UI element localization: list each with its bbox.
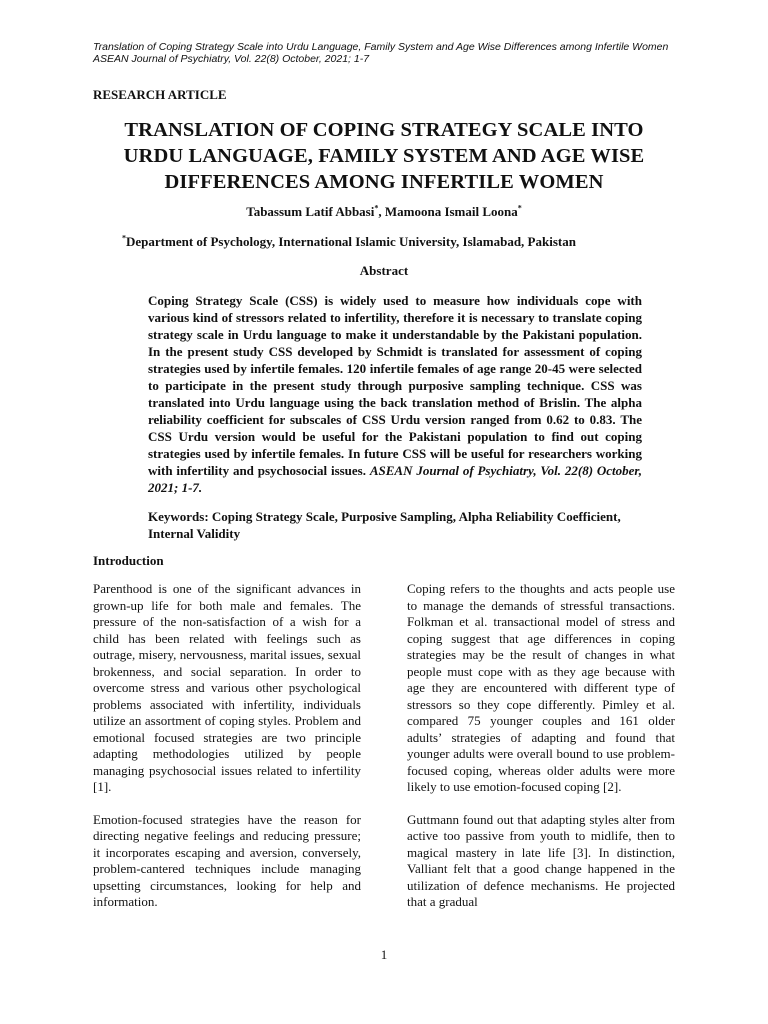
abstract-citation: ASEAN Journal of Psychiatry, Vol. 22(8) October, 2021; 1-7. xyxy=(148,463,643,495)
author-separator: , xyxy=(378,204,385,219)
text-column-right xyxy=(407,581,675,927)
article-type: RESEARCH ARTICLE xyxy=(93,87,227,102)
abstract-text: Coping Strategy Scale (CSS) is widely used to measure how individuals cope with various kind of stressors related to infertility, therefore it is necessary to translate coping strategy scale in Urdu language to make it understandable by the Pakistani population. In the present study CSS developed by Schmidt is translated for assessment of coping strategies used by infertile females. 120 infertile females of age range 20-45 were selected to participate in the present study through purposive sampling technique. CSS was translated into Urdu language using the back translation method of Brislin. The alpha reliability coefficient for subscales of CSS Urdu version ranged from 0.62 to 0.83. The CSS Urdu version would be useful for the Pakistani population to find out coping strategies used by infertile females. In future CSS will be useful for researchers working with infertility and psychosocial issues. xyxy=(148,293,642,478)
author-name: Mamoona Ismail Loona xyxy=(384,204,518,219)
paper-title: TRANSLATION OF COPING STRATEGY SCALE INTO URDU LANGUAGE, FAMILY SYSTEM AND AGE WISE DIFFERENCES AMONG INFERTILE WOMEN xyxy=(123,119,645,193)
paragraph: Guttmann found out that adapting styles alter from active too passive from youth to midlife, then to magical mastery in late life [3]. In distinction, Valliant felt that a good change happened in the utilization of defence mechanisms. He projected that a gradual xyxy=(407,811,675,909)
text-column-left xyxy=(93,581,361,927)
running-head-journal: ASEAN Journal of Psychiatry, Vol. 22(8) October, 2021; 1-7 xyxy=(93,53,370,65)
abstract-heading: Abstract xyxy=(359,263,409,278)
author-affiliation-mark: * xyxy=(374,203,379,213)
running-head xyxy=(93,41,693,65)
affiliation-text: Department of Psychology, International Islamic University, Islamabad, Pakistan xyxy=(126,234,576,249)
affiliation xyxy=(122,234,576,250)
author-list xyxy=(93,204,675,220)
section-heading-introduction: Introduction xyxy=(93,553,164,568)
author-affiliation-mark: * xyxy=(517,203,522,213)
page-number: 1 xyxy=(380,947,388,962)
paragraph: Parenthood is one of the significant advances in grown-up life for both male and females. The pressure of the non-satisfaction of a wish for a child has been related with feelings such as outrage, misery, nervousness, marital issues, sexual brokenness, and social separation. In order to overcome stress and various other psychological problems associated with infertility, individuals utilize an assortment of coping styles. Problem and emotional focused strategies are two principle adapting methodologies utilized by people managing psychosocial issues related to infertility [1]. xyxy=(93,581,361,794)
paragraph: Emotion-focused strategies have the reason for directing negative feelings and reducing pressure; it incorporates escaping and aversion, conversely, problem-cantered techniques include managing upsetting circumstances, looking for help and information. xyxy=(93,811,361,909)
running-head-title: Translation of Coping Strategy Scale into Urdu Language, Family System and Age Wise Differences among Infertile Women xyxy=(93,41,669,53)
abstract-body xyxy=(148,292,642,496)
paragraph: Coping refers to the thoughts and acts people use to manage the demands of stressful transactions. Folkman et al. transactional model of stress and coping suggest that age differences in coping strategies may be the result of changes in what people must cope with as they age because with age they are encountered with different type of stressors so they cope differently. Pimley et al. compared 75 younger couples and 161 older adults’ strategies of adapting and found that younger adults were overall bound to use problem-focused coping, whereas older adults were more likely to use emotion-focused coping [2]. xyxy=(407,581,675,794)
affiliation-mark: * xyxy=(122,233,126,243)
author-name: Tabassum Latif Abbasi xyxy=(246,204,375,219)
keywords: Keywords: Coping Strategy Scale, Purposive Sampling, Alpha Reliability Coefficient, Internal Validity xyxy=(148,509,621,541)
